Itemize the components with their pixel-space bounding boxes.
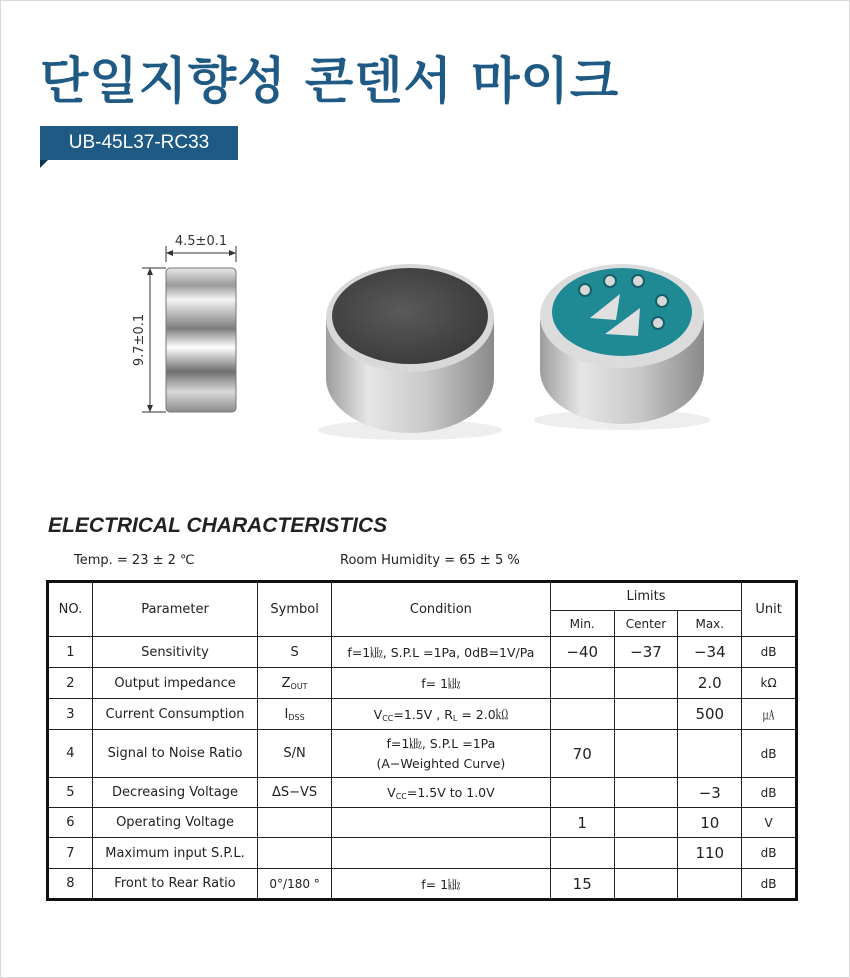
row-min — [550, 699, 614, 730]
row-unit: V — [742, 808, 797, 838]
row-no: 8 — [48, 869, 93, 900]
mic-rear-photo — [534, 264, 710, 430]
mic-front-photo — [318, 264, 502, 440]
electrical-characteristics-table — [46, 580, 798, 901]
table-row — [48, 869, 797, 900]
row-max — [678, 869, 742, 900]
row-min — [550, 778, 614, 808]
row-unit: dB — [742, 778, 797, 808]
row-unit: dB — [742, 838, 797, 869]
page-title: 단일지향성 콘덴서 마이크 — [40, 52, 620, 110]
header-unit: Unit — [742, 582, 797, 637]
row-condition: $V_{CC}=1.5V$ to 1.0V — [332, 778, 551, 808]
humidity-condition: Room Humidity = 65 ± 5 % — [340, 553, 520, 568]
header-symbol: Symbol — [258, 582, 332, 637]
row-symbol: S — [258, 637, 332, 668]
row-min: 70 — [550, 730, 614, 778]
row-min: −40 — [550, 637, 614, 668]
table-row — [48, 838, 797, 869]
row-condition: f=1㎑, S.P.L =1Pa, 0dB=1V/Pa — [332, 637, 551, 668]
header-no: NO. — [48, 582, 93, 637]
row-min — [550, 668, 614, 699]
row-no: 7 — [48, 838, 93, 869]
row-condition — [332, 838, 551, 869]
row-parameter: Sensitivity — [92, 637, 257, 668]
header-limits: Limits — [550, 582, 741, 611]
table-row — [48, 778, 797, 808]
row-unit: dB — [742, 869, 797, 900]
row-symbol — [258, 838, 332, 869]
row-center: −37 — [614, 637, 678, 668]
row-unit: kΩ — [742, 668, 797, 699]
row-center — [614, 778, 678, 808]
row-parameter: Maximum input S.P.L. — [92, 838, 257, 869]
row-condition — [332, 808, 551, 838]
height-dimension-label: 9.7±0.1 — [132, 313, 147, 367]
header-max: Max. — [678, 611, 742, 637]
row-center — [614, 808, 678, 838]
row-max: 110 — [678, 838, 742, 869]
row-condition: $V_{CC}=1.5V$ , $R_L$ = 2.0㏀ — [332, 699, 551, 730]
table-header-row — [48, 582, 797, 611]
row-min — [550, 838, 614, 869]
row-min: 1 — [550, 808, 614, 838]
row-condition: f= 1㎑ — [332, 668, 551, 699]
row-symbol: $I_{DSS}$ — [258, 699, 332, 730]
width-dimension-label: 4.5±0.1 — [174, 234, 228, 249]
row-parameter: Output impedance — [92, 668, 257, 699]
table-row — [48, 808, 797, 838]
header-min: Min. — [550, 611, 614, 637]
header-center: Center — [614, 611, 678, 637]
row-center — [614, 730, 678, 778]
side-view-drawing — [142, 246, 236, 412]
row-symbol — [258, 808, 332, 838]
row-unit: dB — [742, 637, 797, 668]
row-no: 5 — [48, 778, 93, 808]
row-center — [614, 869, 678, 900]
header-parameter: Parameter — [92, 582, 257, 637]
row-condition: f= 1㎑ — [332, 869, 551, 900]
temperature-condition: Temp. = 23 ± 2 ℃ — [74, 553, 195, 568]
row-max: 500 — [678, 699, 742, 730]
row-center — [614, 668, 678, 699]
table-row — [48, 668, 797, 699]
row-center — [614, 699, 678, 730]
row-min: 15 — [550, 869, 614, 900]
row-max: −3 — [678, 778, 742, 808]
row-max: −34 — [678, 637, 742, 668]
row-parameter: Decreasing Voltage — [92, 778, 257, 808]
row-symbol: S/N — [258, 730, 332, 778]
row-symbol: ΔS−VS — [258, 778, 332, 808]
row-parameter: Signal to Noise Ratio — [92, 730, 257, 778]
table-row — [48, 699, 797, 730]
row-no: 1 — [48, 637, 93, 668]
row-parameter: Current Consumption — [92, 699, 257, 730]
row-symbol: 0°/180 ° — [258, 869, 332, 900]
row-max — [678, 730, 742, 778]
row-center — [614, 838, 678, 869]
model-badge: UB-45L37-RC33 — [40, 126, 238, 160]
row-no: 2 — [48, 668, 93, 699]
row-max: 2.0 — [678, 668, 742, 699]
section-title: ELECTRICAL CHARACTERISTICS — [48, 514, 388, 537]
table-row — [48, 637, 797, 668]
header-condition: Condition — [332, 582, 551, 637]
row-unit: dB — [742, 730, 797, 778]
row-no: 6 — [48, 808, 93, 838]
row-unit: ㎂ — [742, 699, 797, 730]
table-row — [48, 730, 797, 778]
row-condition: f=1㎑, S.P.L =1Pa (A−Weighted Curve) — [332, 730, 551, 778]
row-parameter: Front to Rear Ratio — [92, 869, 257, 900]
row-symbol: $Z_{OUT}$ — [258, 668, 332, 699]
row-no: 3 — [48, 699, 93, 730]
row-parameter: Operating Voltage — [92, 808, 257, 838]
row-max: 10 — [678, 808, 742, 838]
row-no: 4 — [48, 730, 93, 778]
